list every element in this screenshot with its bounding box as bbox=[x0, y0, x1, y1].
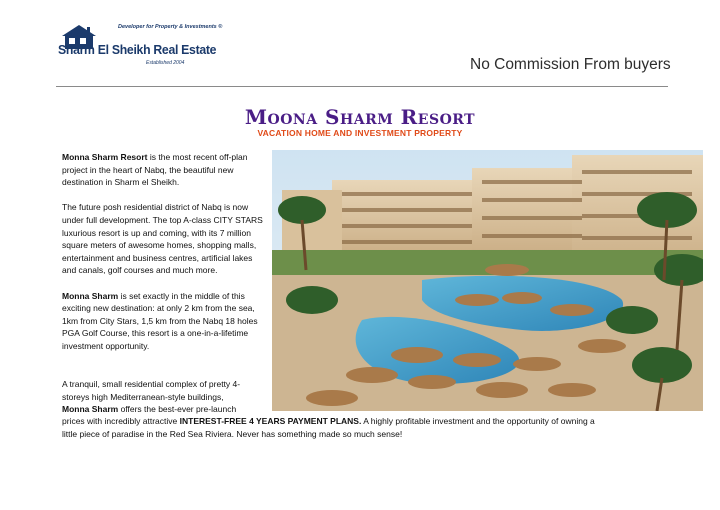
paragraph-4-line-3 bbox=[62, 403, 268, 416]
logo-established: Established 2004 bbox=[146, 60, 185, 66]
paragraph-4-wide bbox=[62, 415, 662, 440]
page-title: Moona Sharm Resort bbox=[244, 105, 476, 130]
paragraph-4-after-bold: offers the best-ever pre-launch bbox=[118, 404, 237, 415]
resort-illustration bbox=[272, 150, 703, 411]
paragraph-1-bold: Monna Sharm Resort bbox=[62, 152, 148, 162]
no-commission-banner: No Commission From buyers bbox=[470, 56, 671, 73]
paragraph-2-text: The future posh residential district of Nabq is now under full development. The top A-class CITY STARS luxurious resort is up and coming, with its 7 million square meters of awesome homes, shopping malls, entertainment and business centres, artificial lakes and canals, golf courses and much more. bbox=[62, 202, 263, 276]
intro-column bbox=[62, 151, 268, 365]
paragraph-3 bbox=[62, 290, 268, 353]
paragraph-2 bbox=[62, 201, 268, 277]
payment-plan-highlight: INTEREST-FREE 4 YEARS PAYMENT PLANS. bbox=[179, 416, 362, 426]
company-logo bbox=[58, 24, 223, 70]
resort-rendering-image bbox=[272, 150, 703, 411]
paragraph-4-wide-line-1 bbox=[62, 415, 662, 428]
header-divider bbox=[56, 86, 668, 87]
paragraph-4-line-1: A tranquil, small residential complex of pretty 4- bbox=[62, 379, 241, 389]
paragraph-1 bbox=[62, 151, 268, 189]
paragraph-1-text: is the most recent off-plan project in the heart of Nabq, the beautiful new destination in Sharm el Sheikh. bbox=[62, 152, 248, 188]
paragraph-4-wide-line-2: little piece of paradise in the Red Sea Riviera. Never has something made so much sense! bbox=[62, 428, 403, 439]
paragraph-3-text: is set exactly in the middle of this exciting new destination: at only 2 km from the sea, 1km from City Stars, 1,5 km from the Nabq 18 holes PGA Golf Course, this resort is a one-in-a-lifetime investment opportunity. bbox=[62, 290, 258, 351]
paragraph-4-wide-start: prices with incredibly attractive bbox=[62, 416, 180, 426]
logo-brand-name: Sharm El Sheikh Real Estate bbox=[58, 43, 217, 57]
logo-tagline: Developer for Property & Investments ® bbox=[118, 24, 223, 30]
paragraph-4-line-2: storeys high Mediterranean-style buildings, bbox=[62, 391, 224, 402]
paragraph-4-bold: Monna Sharm bbox=[62, 404, 119, 415]
paragraph-4-narrow bbox=[62, 378, 268, 416]
page-subtitle: VACATION HOME AND INVESTMENT PROPERTY bbox=[257, 128, 463, 138]
paragraph-4-wide-end: A highly profitable investment and the opportunity of owning a bbox=[361, 416, 595, 426]
paragraph-3-bold: Monna Sharm bbox=[62, 290, 119, 301]
